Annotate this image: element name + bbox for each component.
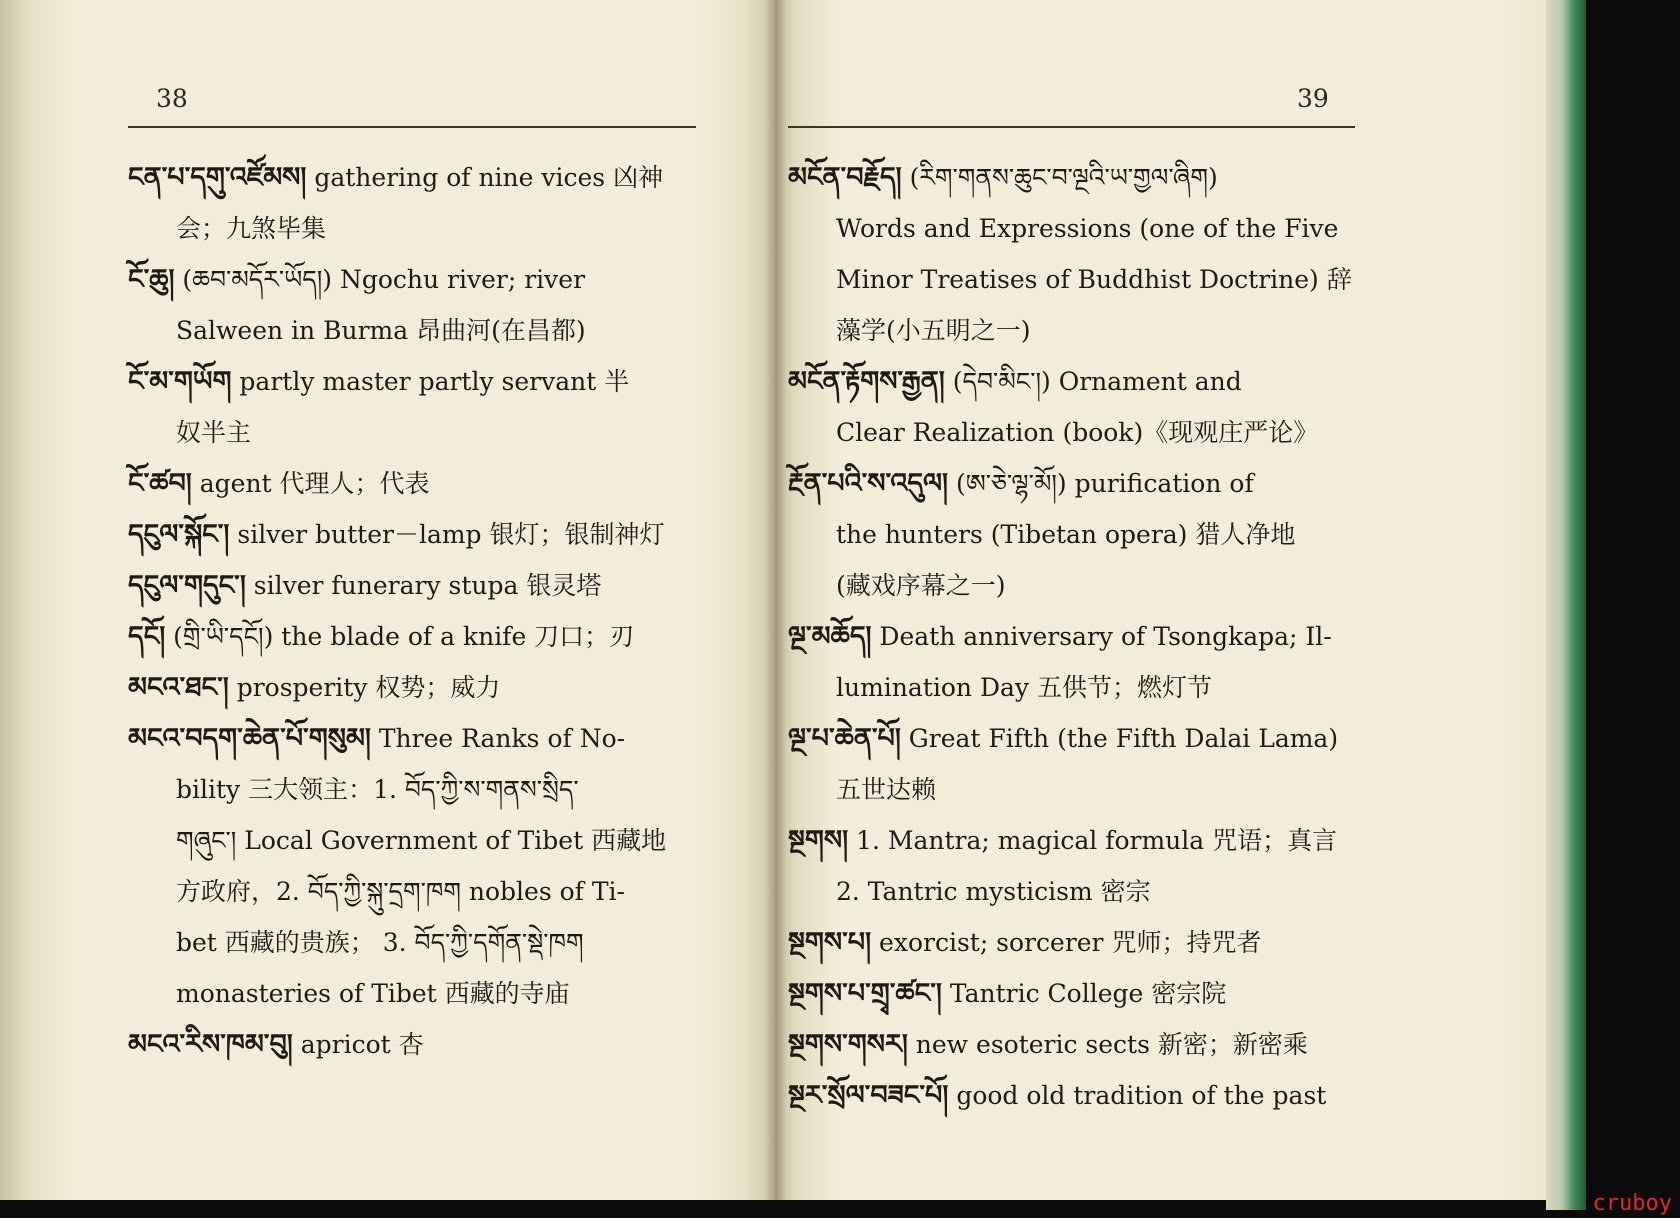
entry-headword: ངོ་མ་གཡོག (128, 366, 232, 397)
entry-continuation: the hunters (Tibetan opera) 猎人净地 (836, 520, 1296, 549)
entry-definition: Great Fifth (the Fifth Dalai Lama) (908, 724, 1339, 753)
header-rule (788, 126, 1355, 128)
entry-headword: རྔོན་པའི་ས་འདུལ། (788, 468, 949, 499)
dictionary-entry (788, 713, 1368, 815)
entry-definition: new esoteric sects 新密；新密乘 (915, 1030, 1308, 1059)
entry-definition: exorcist; sorcerer 咒师；持咒者 (879, 928, 1262, 957)
entry-definition: partly master partly servant 半 (239, 367, 630, 396)
entry-definition: Tantric College 密宗院 (949, 979, 1227, 1008)
entry-headword: སྔར་སྲོལ་བཟང་པོ། (788, 1080, 949, 1111)
entry-continuation: bet 西藏的贵族； 3. བོད་ཀྱི་དགོན་སྡེ་ཁག (176, 928, 584, 957)
entry-definition: 1. Mantra; magical formula 咒语；真言 (856, 826, 1338, 855)
dictionary-entry (788, 458, 1368, 611)
entry-definition: silver funerary stupa 银灵塔 (253, 571, 602, 600)
page-number: 38 (156, 84, 188, 113)
entry-continuation: 五世达赖 (836, 775, 937, 804)
entry-definition: (ཆབ་མདོར་ཡོད།) Ngochu river; river (182, 265, 586, 294)
entry-list (128, 152, 708, 1070)
entry-continuation: 藻学(小五明之一) (836, 316, 1031, 345)
entry-definition: (གྲི་ཡི་དངོ།) the blade of a knife 刀口；刃 (173, 622, 635, 651)
entry-continuation: 2. Tantric mysticism 密宗 (836, 877, 1151, 906)
entry-definition: good old tradition of the past (956, 1081, 1327, 1110)
entry-continuation: monasteries of Tibet 西藏的寺庙 (176, 979, 570, 1008)
entry-headword: དངུལ་སྐོང་། (128, 519, 230, 550)
dictionary-entry (128, 458, 708, 509)
entry-headword: ངོ་ཆུ། (128, 264, 175, 295)
entry-definition: silver butter－lamp 银灯；银制神灯 (237, 520, 665, 549)
book-gutter (765, 0, 787, 1200)
dictionary-entry (128, 662, 708, 713)
entry-definition: (ཨ་ཅེ་ལྷ་མོ།) purification of (955, 469, 1254, 498)
dictionary-entry (128, 713, 708, 1019)
page-number: 39 (1297, 84, 1329, 113)
header-rule (128, 126, 696, 128)
right-page (775, 0, 1548, 1200)
entry-definition: Three Ranks of No- (378, 724, 626, 753)
entry-headword: སྔགས། (788, 825, 849, 856)
entry-headword: དངོ། (128, 621, 166, 652)
dictionary-entry (128, 560, 708, 611)
dictionary-entry (788, 1019, 1368, 1070)
entry-headword: སྔགས་པ། (788, 927, 872, 958)
entry-continuation: Salween in Burma 昂曲河(在昌都) (176, 316, 586, 345)
entry-definition: (དེབ་མིང་།) Ornament and (952, 367, 1242, 396)
entry-continuation: lumination Day 五供节；燃灯节 (836, 673, 1212, 702)
entry-continuation: གཞུང་། Local Government of Tibet 西藏地 (176, 826, 667, 855)
dictionary-entry (128, 1019, 708, 1070)
entry-continuation: bility 三大领主：1. བོད་ཀྱི་ས་གནས་སྲིད་ (176, 775, 579, 804)
entry-definition: (རིག་གནས་ཆུང་བ་ལྔའི་ཡ་གྱལ་ཞིག) (909, 163, 1218, 192)
entry-headword: དངུལ་གདུང་། (128, 570, 246, 601)
entry-headword: སྔགས་པ་གྲྭ་ཚང་། (788, 978, 942, 1009)
entry-continuation: (藏戏序幕之一) (836, 571, 1006, 600)
entry-definition: gathering of nine vices 凶神 (314, 163, 664, 192)
entry-definition: Death anniversary of Tsongkapa; Il- (879, 622, 1332, 651)
entry-continuation: 方政府，2. བོད་ཀྱི་སྐུ་དྲག་ཁག nobles of Ti- (176, 877, 625, 906)
dictionary-entry (128, 254, 708, 356)
dictionary-entry (788, 968, 1368, 1019)
dictionary-entry (788, 1070, 1368, 1121)
entry-continuation: Clear Realization (book)《现观庄严论》 (836, 418, 1319, 447)
dictionary-entry (128, 356, 708, 458)
dictionary-entry (128, 152, 708, 254)
left-page (0, 0, 775, 1200)
dictionary-entry (128, 611, 708, 662)
entry-list (788, 152, 1368, 1121)
entry-headword: ངན་པ་དགུ་འཛོམས། (128, 162, 307, 193)
watermark: cruboy (1592, 1191, 1672, 1216)
entry-headword: མངའ་བདག་ཆེན་པོ་གསུམ། (128, 723, 371, 754)
entry-headword: སྔགས་གསར། (788, 1029, 908, 1060)
entry-definition: apricot 杏 (300, 1030, 424, 1059)
entry-headword: ལྔ་མཆོད། (788, 621, 872, 652)
entry-headword: མངོན་བརྗོད། (788, 162, 902, 193)
dictionary-entry (788, 917, 1368, 968)
entry-continuation: Minor Treatises of Buddhist Doctrine) 辞 (836, 265, 1352, 294)
entry-continuation: 奴半主 (176, 418, 252, 447)
entry-headword: ལྔ་པ་ཆེན་པོ། (788, 723, 901, 754)
entry-continuation: 会；九煞毕集 (176, 214, 327, 243)
book-edge (1546, 0, 1586, 1210)
entry-headword: མངའ་རིས་ཁམ་བུ། (128, 1029, 293, 1060)
dictionary-entry (788, 356, 1368, 458)
dictionary-entry (128, 509, 708, 560)
entry-definition: prosperity 权势；威力 (236, 673, 501, 702)
dictionary-entry (788, 815, 1368, 917)
entry-headword: ངོ་ཚབ། (128, 468, 192, 499)
entry-definition: agent 代理人；代表 (199, 469, 430, 498)
entry-headword: མངོན་རྟོགས་རྒྱན། (788, 366, 945, 397)
entry-headword: མངའ་ཐང་། (128, 672, 229, 703)
dictionary-entry (788, 611, 1368, 713)
entry-continuation: Words and Expressions (one of the Five (836, 214, 1339, 243)
dictionary-entry (788, 152, 1368, 356)
